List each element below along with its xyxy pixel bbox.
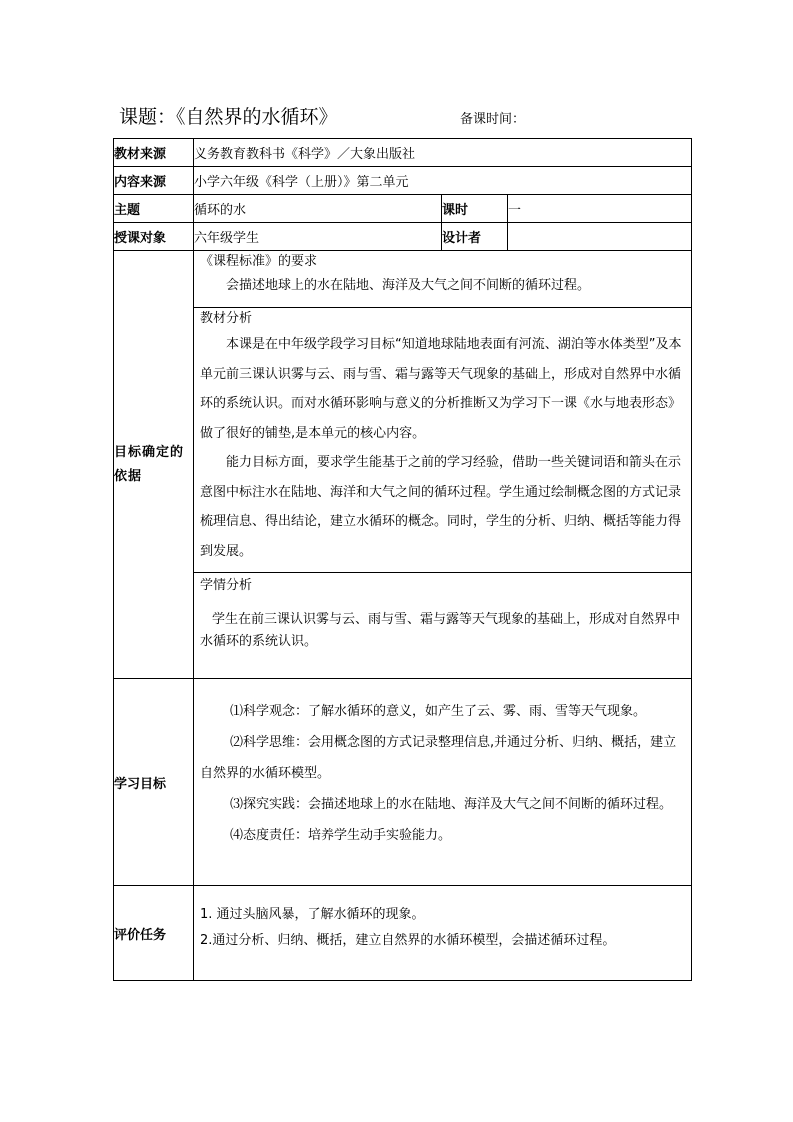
source-label: 教材来源 bbox=[114, 139, 194, 167]
learner-section bbox=[194, 572, 691, 677]
prep-time-label: 备课时间： bbox=[460, 112, 526, 127]
objective-item: ⑷态度责任：培养学生动手实验能力。 bbox=[230, 828, 452, 843]
row-content bbox=[114, 167, 692, 195]
audience-label: 授课对象 bbox=[114, 223, 194, 251]
designer-label: 设计者 bbox=[442, 223, 508, 251]
standard-text: 会描述地球上的水在陆地、海洋及大气之间不间断的循环过程。 bbox=[226, 278, 591, 293]
learner-title: 学情分析 bbox=[200, 578, 253, 593]
period-value: 一 bbox=[508, 195, 692, 223]
period-label: 课时 bbox=[442, 195, 508, 223]
designer-value bbox=[508, 223, 692, 251]
evaluation-label: 评价任务 bbox=[114, 886, 194, 981]
audience-value: 六年级学生 bbox=[194, 223, 442, 251]
analysis-paragraph-2: 能力目标方面，要求学生能基于之前的学习经验，借助一些关键词语和箭头在示意图中标注水在陆地、海洋和大气之间的循环过程。学生通过绘制概念图的方式记录梳理信息、得出结论，建立水循环的概念。同时，学生的分析、归纳、概括等能力得到发展。 bbox=[200, 455, 682, 559]
evaluation-content bbox=[194, 886, 692, 981]
row-evaluation bbox=[114, 886, 692, 981]
page-header bbox=[117, 102, 697, 132]
source-value: 义务教育教科书《科学》／大象出版社 bbox=[194, 139, 692, 167]
objectives-label: 学习目标 bbox=[114, 679, 194, 886]
row-basis bbox=[114, 251, 692, 679]
objective-item: ⑵科学思维：会用概念图的方式记录整理信息,并通过分析、归纳、概括，建立自然界的水循环模型。 bbox=[200, 735, 677, 781]
evaluation-item: 2.通过分析、归纳、概括，建立自然界的水循环模型，会描述循环过程。 bbox=[200, 933, 616, 948]
theme-value: 循环的水 bbox=[194, 195, 442, 223]
row-objectives bbox=[114, 679, 692, 886]
row-theme bbox=[114, 195, 692, 223]
content-value: 小学六年级《科学（上册）》第二单元 bbox=[194, 167, 692, 195]
objective-item: ⑶探究实践：会描述地球上的水在陆地、海洋及大气之间不间断的循环过程。 bbox=[230, 797, 673, 812]
standard-section bbox=[194, 251, 691, 307]
analysis-section bbox=[194, 307, 691, 572]
standard-title: 《课程标准》的要求 bbox=[200, 254, 318, 269]
row-audience bbox=[114, 223, 692, 251]
theme-label: 主题 bbox=[114, 195, 194, 223]
lesson-plan-table bbox=[113, 138, 692, 981]
content-label: 内容来源 bbox=[114, 167, 194, 195]
objective-item: ⑴科学观念：了解水循环的意义，如产生了云、雾、雨、雪等天气现象。 bbox=[230, 704, 647, 719]
evaluation-item: 1. 通过头脑风暴，了解水循环的现象。 bbox=[200, 907, 425, 922]
row-source bbox=[114, 139, 692, 167]
analysis-title: 教材分析 bbox=[200, 311, 253, 326]
learner-text: 学生在前三课认识雾与云、雨与雪、霜与露等天气现象的基础上，形成对自然界中水循环的系统认识。 bbox=[200, 612, 681, 649]
analysis-paragraph-1: 本课是在中年级学段学习目标“知道地球陆地表面有河流、湖泊等水体类型”及本单元前三课认识雾与云、雨与雪、霜与露等天气现象的基础上，形成对自然界中水循环的系统认识。而对水循环影响与意义的分析推断又为学习下一课《水与地表形态》做了很好的铺垫,是本单元的核心内容。 bbox=[200, 337, 682, 441]
basis-content bbox=[194, 251, 692, 679]
lesson-title: 课题：《自然界的水循环》 bbox=[119, 106, 338, 128]
objectives-content bbox=[194, 679, 692, 886]
basis-label: 目标确定的依据 bbox=[114, 251, 194, 679]
